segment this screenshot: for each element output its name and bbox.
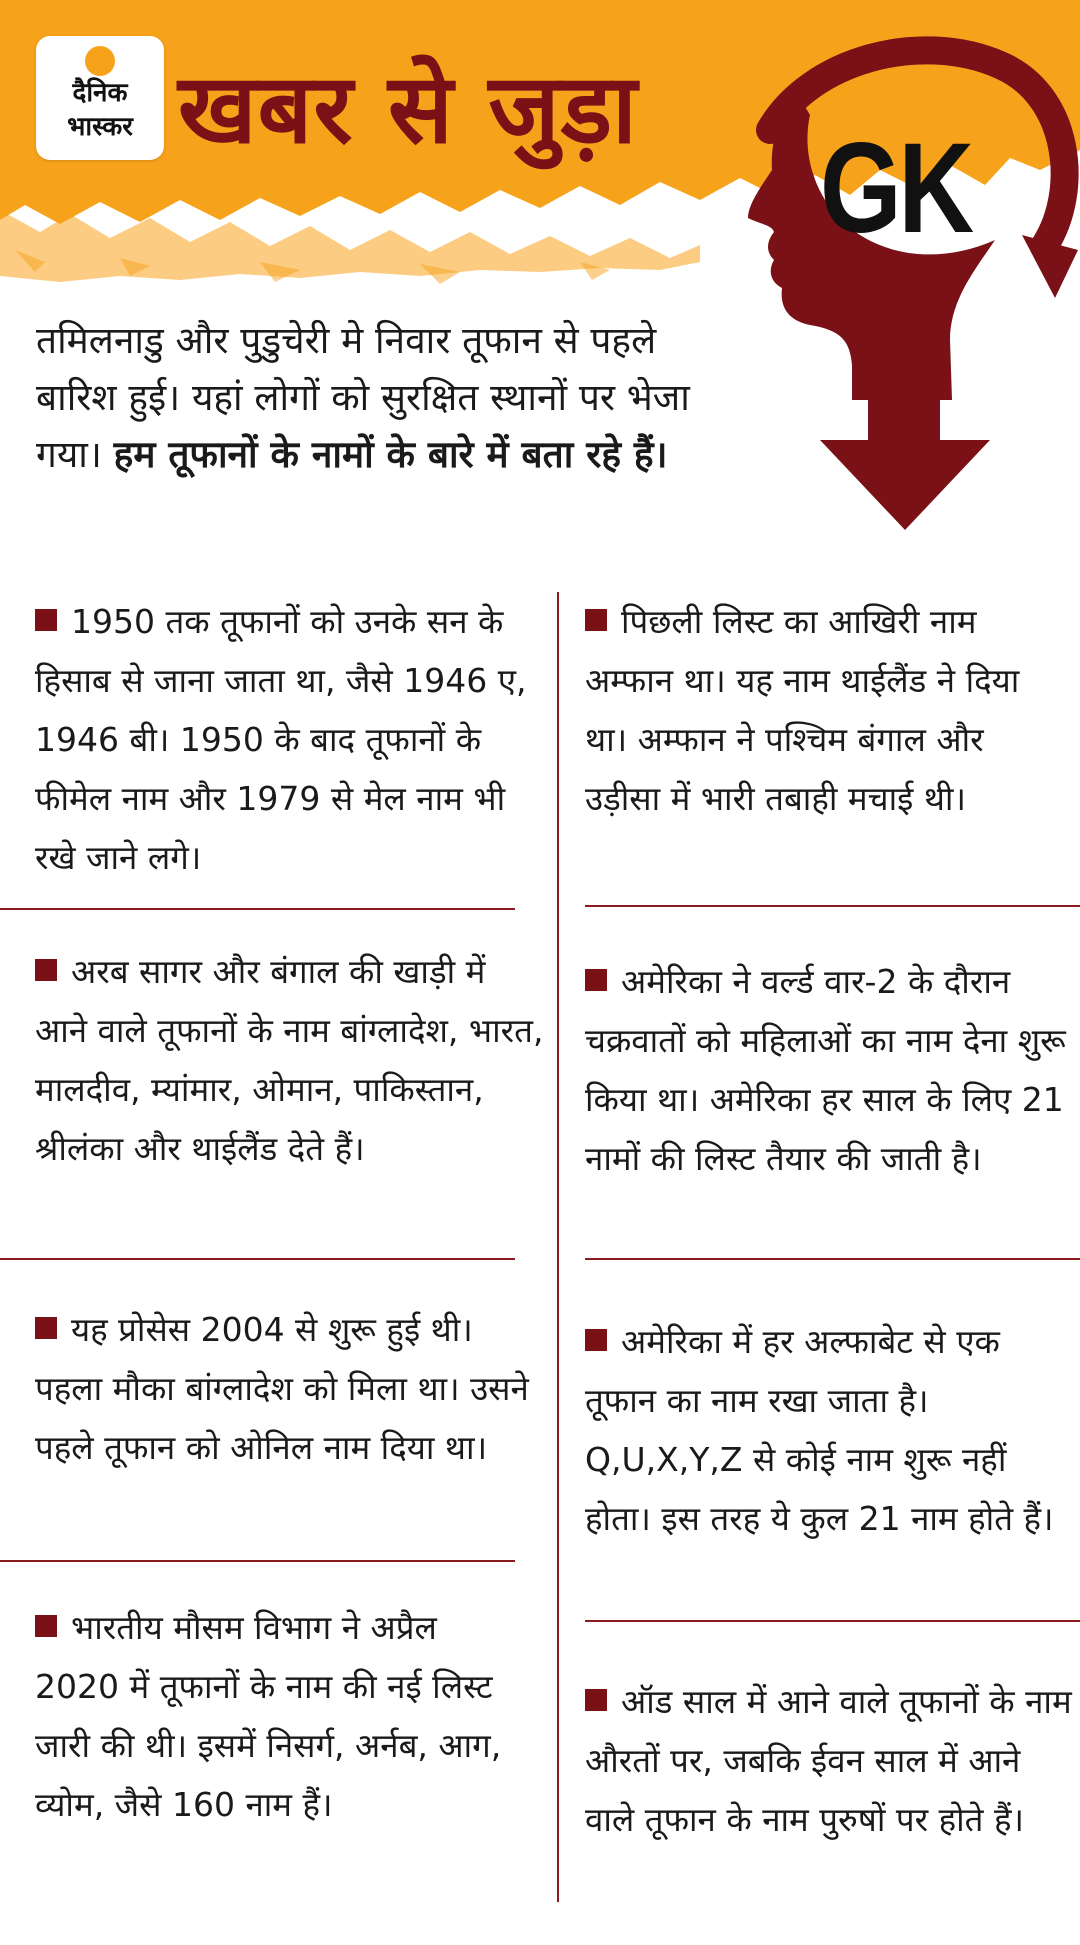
dainik-bhaskar-logo <box>36 36 164 160</box>
fact-text: यह प्रोसेस 2004 से शुरू हुई थी। पहला मौका बांग्लादेश को मिला था। उसने पहले तूफान को ओनिल नाम दिया था। <box>35 1310 529 1467</box>
fact-item-left-1 <box>35 592 545 887</box>
divider-right-1 <box>585 905 1080 907</box>
square-bullet-icon <box>585 1329 607 1351</box>
square-bullet-icon <box>585 1689 607 1711</box>
square-bullet-icon <box>585 969 607 991</box>
fact-text: 1950 तक तूफानों को उनके सन के हिसाब से जाना जाता था, जैसे 1946 ए, 1946 बी। 1950 के बाद तूफानों के फीमेल नाम और 1979 से मेल नाम भी रखे जाने लगे। <box>35 602 527 877</box>
square-bullet-icon <box>585 609 607 631</box>
fact-item-right-3 <box>585 1312 1065 1548</box>
fact-item-right-2 <box>585 952 1075 1188</box>
square-bullet-icon <box>35 959 57 981</box>
intro-text: तमिलनाडु और पुडुचेरी मे निवार तूफान से पहले बारिश हुई। यहां लोगों को सुरक्षित स्थानों पर भेजा गया। <box>36 319 690 476</box>
fact-item-right-4 <box>585 1672 1075 1849</box>
fact-text: अरब सागर और बंगाल की खाड़ी में आने वाले तूफानों के नाम बांग्लादेश, भारत, मालदीव, म्यांमार, ओमान, पाकिस्तान, श्रीलंका और थाईलैंड देते हैं। <box>35 952 544 1168</box>
divider-left-3 <box>0 1560 515 1562</box>
square-bullet-icon <box>35 1615 57 1637</box>
square-bullet-icon <box>35 609 57 631</box>
intro-paragraph <box>36 312 726 483</box>
gk-badge: GK <box>820 117 971 260</box>
divider-right-3 <box>585 1620 1080 1622</box>
sun-icon <box>85 46 115 76</box>
fact-text: अमेरिका में हर अल्फाबेट से एक तूफान का नाम रखा जाता है। Q,U,X,Y,Z से कोई नाम शुरू नहीं होता। इस तरह ये कुल 21 नाम होते हैं। <box>585 1322 1054 1538</box>
divider-left-2 <box>0 1258 515 1260</box>
square-bullet-icon <box>35 1317 57 1339</box>
head-silhouette-icon <box>700 20 1080 540</box>
fact-text: ऑड साल में आने वाले तूफानों के नाम औरतों पर, जबकि ईवन साल में आने वाले तूफान के नाम पुरुषों पर होते हैं। <box>585 1682 1072 1839</box>
divider-left-1 <box>0 908 515 910</box>
logo-text-line1: दैनिक <box>72 78 128 108</box>
fact-text: पिछली लिस्ट का आखिरी नाम अम्फान था। यह नाम थाईलैंड ने दिया था। अम्फान ने पश्चिम बंगाल और उड़ीसा में भारी तबाही मचाई थी। <box>585 602 1020 818</box>
fact-item-left-2 <box>35 942 545 1178</box>
divider-right-2 <box>585 1258 1080 1260</box>
logo-text-line2: भास्कर <box>67 112 133 142</box>
fact-item-left-4 <box>35 1598 525 1834</box>
header-title: खबर से जुड़ा <box>178 53 638 165</box>
intro-bold-text: हम तूफानों के नामों के बारे में बता रहे हैं। <box>113 433 668 476</box>
fact-text: भारतीय मौसम विभाग ने अप्रैल 2020 में तूफानों के नाम की नई लिस्ट जारी की थी। इसमें निसर्ग, अर्नब, आग, व्योम, जैसे 160 नाम हैं। <box>35 1608 502 1824</box>
fact-item-right-1 <box>585 592 1065 828</box>
fact-item-left-3 <box>35 1300 535 1477</box>
fact-text: अमेरिका ने वर्ल्ड वार-2 के दौरान चक्रवातों को महिलाओं का नाम देना शुरू किया था। अमेरिका हर साल के लिए 21 नामों की लिस्ट तैयार की जाती है। <box>585 962 1066 1178</box>
column-divider <box>557 592 559 1902</box>
